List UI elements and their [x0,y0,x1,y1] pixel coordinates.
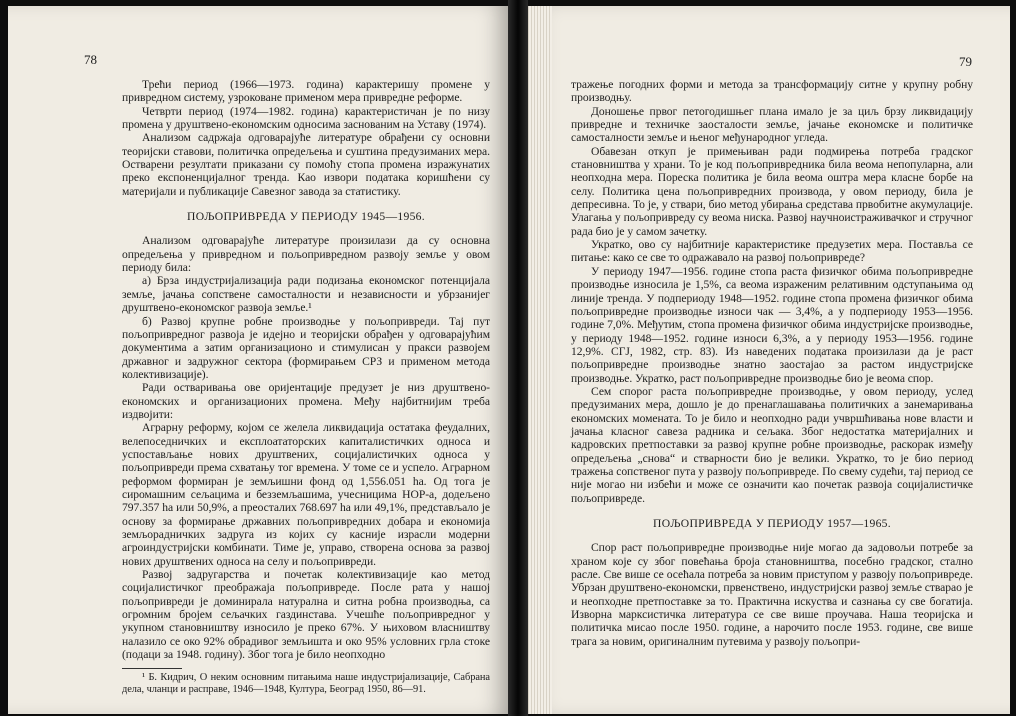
paragraph: Спор раст пољопривредне производње није могао да задовољи потребе за храном које су због повећања броја становништва, посебно градског, стално расле. Све више се осећала потреба за новим приступом у развоју пољопривреде. Убрзан друштвено-економски, првенствено, индустријски развој земље стварао је и неопходне претпоставке за то. Практична искуства и сазнања су све богатија. Изворна марксистичка литература се све више проучава. Наша теоријска и политичка мисао после 1950. године, а нарочито после 1953. године, све више трага за новим, оригиналним путевима у развоју пољопри- [571,541,973,648]
paragraph: Трећи период (1966—1973. година) карактеришу промене у привредном систему, узроковане применом мера привредне реформе. [122,78,490,105]
paragraph: б) Развој крупне робне производње у пољопривреди. Тај пут пољопривредног развоја је идејно и теоријски обрађен у одговарајућим документима а затим организационо и стимулисан у пракси развојем државног и задружног сектора (формирањем СРЗ и применом метода колективизације). [122,314,490,381]
paragraph: Сем спорог раста пољопривредне производње, у овом периоду, услед предузиманих мера, дошло је до пренаглашавања политичких а занемаривања економских момената. То је било и неопходно ради учвршћивања нове власти и јачања класног савеза радника и сељака. Због недостатка материјалних и кадровских претпоставки за развој крупне робне производње, раскорак између опредељења „снова“ и стварности био је велики. Укратко, то је био период тражења сопственог пута у развоју пољопривреде. По свему судећи, тај период се није могао ни избећи и може се означити као почетак развоја социјалистичке пољопривреде. [571,384,973,505]
book-gutter [508,0,528,716]
right-page-text [571,78,973,648]
left-page [8,6,508,714]
paragraph: Анализом одговарајуће литературе произилази да су основна опредељења у привредном и пољопривредном развоју земље у овом периоду била: [122,234,490,275]
paragraph: Развој задругарства и почетак колективизације као метод социјалистичког преображаја пољопривреде. После рата у нашој пољопривреди је доминирала натурална и ситна робна производња, са огромним бројем сељачких газдинстава. Учешће пољопривредног у укупном становништву износило је преко 67%. У њиховом власништву налазило се око 92% обрадивог земљишта и око 95% условних грла стоке (подаци за 1948. годину). Због тога је било неопходно [122,568,490,662]
section-heading: ПОЉОПРИВРЕДА У ПЕРИОДУ 1957—1965. [653,517,891,530]
page-number: 79 [959,54,972,69]
paragraph: Обавезан откуп је примењиван ради подмирења потреба градског становништва у храни. То је код пољопривредника била веома непопуларна, али неопходна мера. Пореска политика је била веома оштра мера класне борбе на селу. Политика цена пољопривредних производа, у овом периоду, била је депресивна. То је, у ствари, био метод убирања средстава првобитне акумулације. Улагања у пољопривреду су веома ниска. Развој научноистраживачког и стручног рада био је у самом зачетку. [571,144,973,238]
section-heading: ПОЉОПРИВРЕДА У ПЕРИОДУ 1945—1956. [187,210,425,224]
footnote: ¹ Б. Кидрич, О неким основним питањима наше индустријализације, Сабрана дела, чланци и расправе, 1946—1948, Култура, Београд 1950, 86—91. [122,672,490,696]
paragraph: тражење погодних форми и метода за трансформацију ситне у крупну робну производњу. [571,78,973,105]
left-page-text [122,78,490,696]
paragraph: Ради остваривања ове оријентације предузет је низ друштвено-економских и организационих промена. Међу најбитнијим треба издвојити: [122,381,490,421]
paragraph: Четврти период (1974—1982. година) карактеристичан је по низу промена у друштвено-економским односима заснованим на Уставу (1974). [122,104,490,132]
paragraph: Анализом садржаја одговарајуће литературе обрађени су основни теоријски ставови, политичка опредељења и суштина предузиманих мера. Остварени резултати приказани су помоћу стопа промена изражунатих преко експоненцијалног тренда. Као извори података коришћени су материјали и публикације Савезног завода за статистику. [122,131,490,198]
page-number: 78 [84,52,97,67]
footnote-divider [122,668,182,669]
paragraph: Укратко, ово су најбитније карактеристике предузетих мера. Поставља се питање: како се све то одражавало на развој пољопривреде? [571,238,973,265]
paragraph: У периоду 1947—1956. године стопа раста физичког обима пољопривредне производње износила је 1,5%, са веома израженим релативним одступањима од линије тренда. У подпериоду 1948—1952. године стопа промена физичког обима пољопривредне производње износи чак — 3,4%, а у подпериоду 1953—1956. године 7,0%. Међутим, стопа промена физичког обима индустријске производње, у периоду 1948—1952. године износи 6,3%, а у периоду 1953—1956. године 12,9%. СГЈ, 1982, стр. 83). Из наведених података произилази да је раст пољопривредне производње знатно заостајао за растом индустријске производње. Укратко, раст пољопривредне производње био је веома спор. [571,264,973,385]
paragraph: Аграрну реформу, којом се желела ликвидација остатака феудалних, велепоседничких и експлоататорских капиталистичких односа и успостављање нових друштвених, социјалистичких односа у пољопривреди према схватању тог времена. У томе се и успело. Аграрном реформом формиран је земљишни фонд од 1,556.051 ha. Од тога је сиромашним сељацима и безземљашима, учесницима НОР-а, додељено 797.357 ha или 50,9%, а преосталих 768.697 ha или 49,1%, представљало је основу за формирање државних пољопривредних добара и економија земљорадничких задруга из којих су касније израсли модерни агроиндустријски комбинати. Тиме је, управо, створена основа за развој нових друштвених односа на селу и пољопривреди. [122,421,490,568]
paragraph: а) Брза индустријализација ради подизања економског потенцијала земље, јачања сопствене самосталности и независности и убрзанијег друштвено-економског развоја земље.¹ [122,274,490,315]
page-edges [528,6,552,714]
paragraph: Доношење првог петогодишњег плана имало је за циљ брзу ликвидацију привредне и техничке заосталости земље, јачање економске и политичке самосталности земље и њеног међународног угледа. [571,104,973,145]
right-page [528,6,1010,714]
